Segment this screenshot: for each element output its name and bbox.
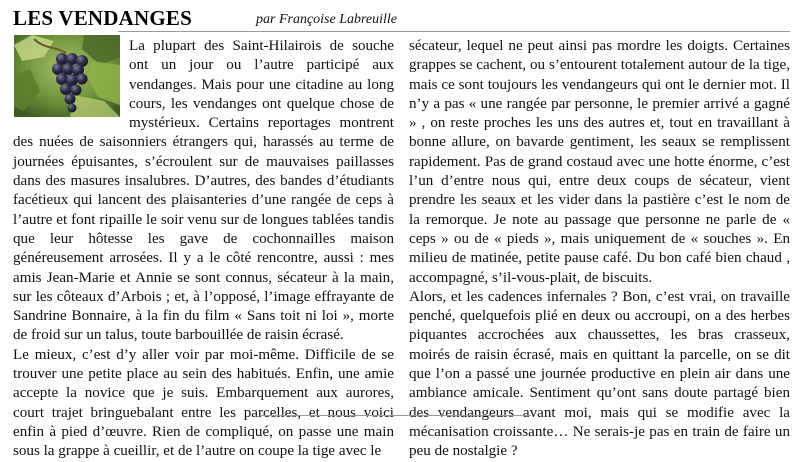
article-byline: par Françoise Labreuille: [256, 12, 398, 27]
header-divider: [118, 31, 790, 32]
footer-divider: [260, 415, 531, 416]
paragraph: Le mieux, c’est d’y aller voir par moi-même. Difficile de se trouver une petite place au sein des habitués. Enfin, une amie accepte la novice que je suis. Embarquement aux aurores, court trajet bringuebalant entre les parcelles, et nous voici enfin à pied d’œuvre. Rien de compliqué, on passe une main sous la grappe à cueillir, et de l’autre on coupe la tige avec le: [13, 346, 394, 460]
article-header: [13, 2, 788, 32]
article-column-left: [13, 37, 394, 462]
paragraph: Alors, et les cadences infernales ? Bon, c’est vrai, on travaille penché, quelquefois plié en deux ou accroupi, on a des herbes piquantes accrochées aux chaussettes, les bras crasseux, moirés de raisin écrasé, mais en quittant la parcelle, on se dit que l’on a passé une journée productive en plein air dans une ambiance amicale. Sentiment qu’ont sans doute partagé bien des vendangeurs avant moi, mais qui se modifie avec la mécanisation croissante… Ne serais-je pas en train de faire un peu de nostalgie ?: [409, 288, 790, 460]
article-title: LES VENDANGES: [13, 6, 193, 30]
paragraph: sécateur, lequel ne peut ainsi pas mordre les doigts. Certaines grappes se cachent, ou s’entourent totalement autour de la tige, mais ce sont toujours les vendangeurs qui ont le dernier mot. Il n’y a pas « une rangée par personne, le premier arrivé a gagné » , on reste proches les uns des autres et, tout en travaillant à bonne allure, on bavarde gentiment, les seaux se remplissent rapidement. Pas de grand costaud avec une hotte énorme, c’est l’un d’entre nous qui, entre deux coups de sécateur, vient prendre les seaux et les vider dans la pastière c’est le nom de la remorque. Je note au passage que personne ne parle de « ceps » ou de « pieds », mais uniquement de « souches ». En milieu de matinée, petite pause café. Du bon café bien chaud , accompagné, s’il-vous-plait, de biscuits.: [409, 38, 790, 286]
article-column-right: [409, 37, 790, 462]
paragraph: La plupart des Saint-Hilairois de souche ont un jour ou l’autre participé aux vendanges. Mais pour une citadine au long cours, les vendanges ont quelque chose de mystérieux. Certains reportages montrent des nuées de saisonniers étrangers qui, harassés au terme de journées épuisantes, s’écroulent sur de mauvaises paillasses dans des masures insalubres. D’autres, des bandes d’étudiants facétieux qui lancent des plaisanteries d’une rangée de ceps à l’autre et font ripaille le soir venu sur de longues tablées tandis que leur hôtesse les gave de cochonnailles maison généreusement arrosées. Il y a le côté rencontre, aussi : mes amis Jean-Marie et Annie se sont connus, sécateur à la main, sur les côteaux d’Arbois ; et, à l’opposé, l’image effrayante de Sandrine Bonnaire, à la fin du film « Sans toit ni loi », morte de froid sur un talus, toute barbouillée de raisin écrasé.: [13, 38, 394, 344]
